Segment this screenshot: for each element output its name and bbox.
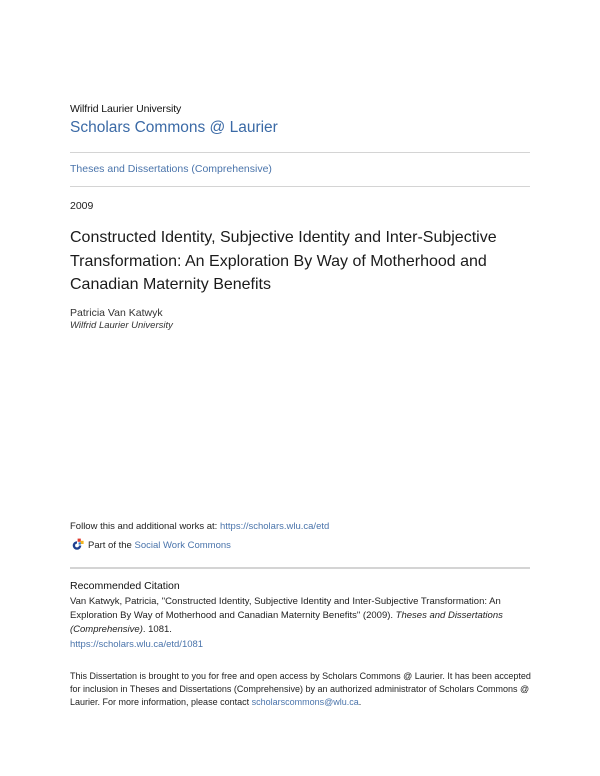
citation-heading: Recommended Citation xyxy=(70,580,180,592)
citation-text: Van Katwyk, Patricia, "Constructed Identity, Subjective Identity and Inter-Subjective Transformation: An Exploration By Way of Motherhood and Canadian Maternity Benefits" (2009). xyxy=(70,596,501,622)
divider-series xyxy=(70,186,530,187)
institution-name: Wilfrid Laurier University xyxy=(70,103,182,115)
part-of-prefix: Part of the xyxy=(88,539,132,551)
follow-prefix: Follow this and additional works at: xyxy=(70,521,220,532)
follow-line xyxy=(70,521,329,532)
access-statement-suffix: . xyxy=(358,697,362,707)
document-title: Constructed Identity, Subjective Identity and Inter-Subjective Transformation: An Exploration By Way of Motherhood and Canadian Maternity Benefits xyxy=(70,229,497,293)
digital-commons-network-icon xyxy=(70,538,84,552)
follow-link[interactable]: https://scholars.wlu.ca/etd xyxy=(219,521,330,532)
author-affiliation: Wilfrid Laurier University xyxy=(70,320,173,331)
citation-series-italic: Theses and Dissertations (Comprehensive) xyxy=(70,610,503,636)
access-statement xyxy=(70,670,535,709)
citation-body xyxy=(70,595,540,652)
contact-email-link[interactable]: scholarscommons@wlu.ca xyxy=(251,697,359,707)
access-statement-text: This Dissertation is brought to you for free and open access by Scholars Commons @ Laurier. It has been accepted for inclusion in Theses and Dissertations (Comprehensive) by an authorized administrator of Scholars Commons @ Laurier. For more information, please contact xyxy=(70,671,531,707)
citation-suffix: . 1081. xyxy=(142,624,172,636)
publication-year: 2009 xyxy=(70,200,94,212)
part-of-line xyxy=(70,538,231,552)
repository-link[interactable]: Scholars Commons @ Laurier xyxy=(70,119,278,136)
author-name: Patricia Van Katwyk xyxy=(70,307,163,319)
citation-url-link[interactable]: https://scholars.wlu.ca/etd/1081 xyxy=(70,638,204,650)
divider-top xyxy=(70,152,530,153)
divider-citation xyxy=(70,567,530,569)
social-work-commons-link[interactable]: Social Work Commons xyxy=(134,539,231,551)
series-link[interactable]: Theses and Dissertations (Comprehensive) xyxy=(70,163,272,175)
